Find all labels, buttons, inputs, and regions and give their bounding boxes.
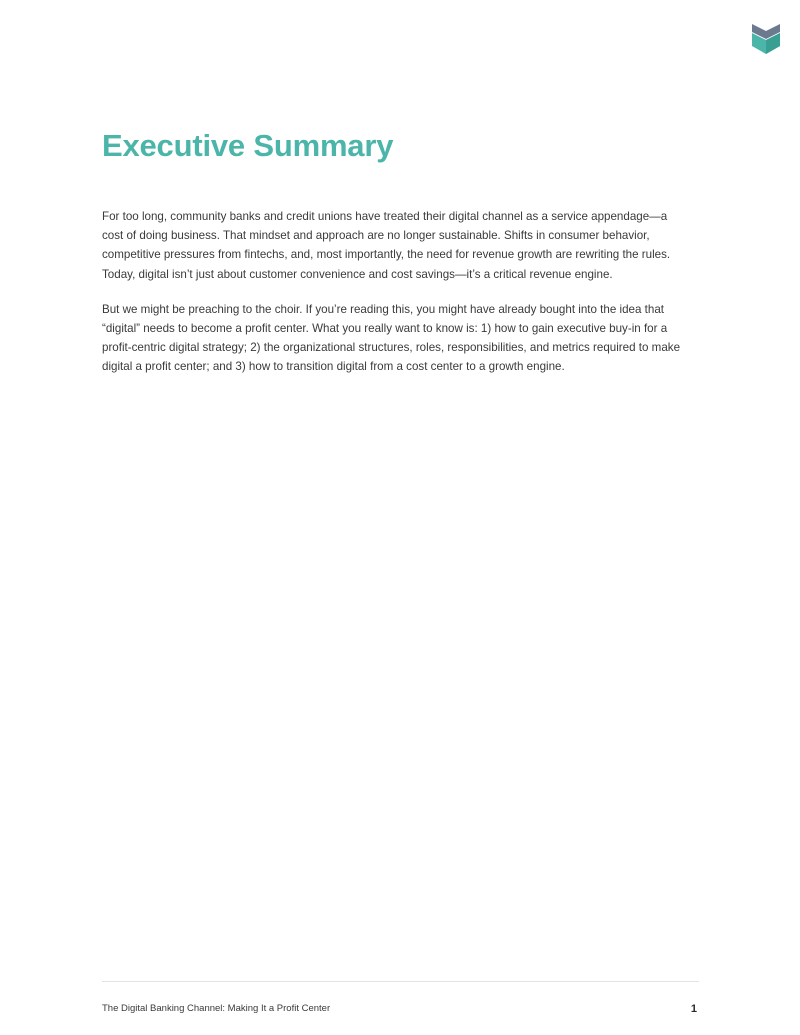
- paragraph-intro: For too long, community banks and credit unions have treated their digital channel as a service appendage—a cost of doing business. That mindset and approach are no longer sustainable. Shifts in consumer behavior, competitive pressures from fintechs, and, most importantly, the need for revenue growth are rewriting the rules. Today, digital isn’t just about customer convenience and cost savings—it’s a critical revenue engine.: [102, 210, 671, 281]
- brand-chevron-logo-icon: [752, 24, 780, 54]
- body-text: [102, 207, 686, 393]
- page-number: 1: [690, 1003, 697, 1015]
- footer-document-title: The Digital Banking Channel: Making It a Profit Center: [102, 1003, 331, 1014]
- paragraph-preaching: But we might be preaching to the choir. If you’re reading this, you might have already bought into the idea that “digital” needs to become a profit center. What you really want to know is: 1) how to gain executive buy-in for a profit-centric digital strategy; 2) the organizational structures, roles, responsibilities, and metrics required to make digital a profit center; and 3) how to transition digital from a cost center to a growth engine.: [102, 302, 681, 374]
- footer-divider: [102, 981, 699, 982]
- page-title: Executive Summary: [102, 128, 394, 163]
